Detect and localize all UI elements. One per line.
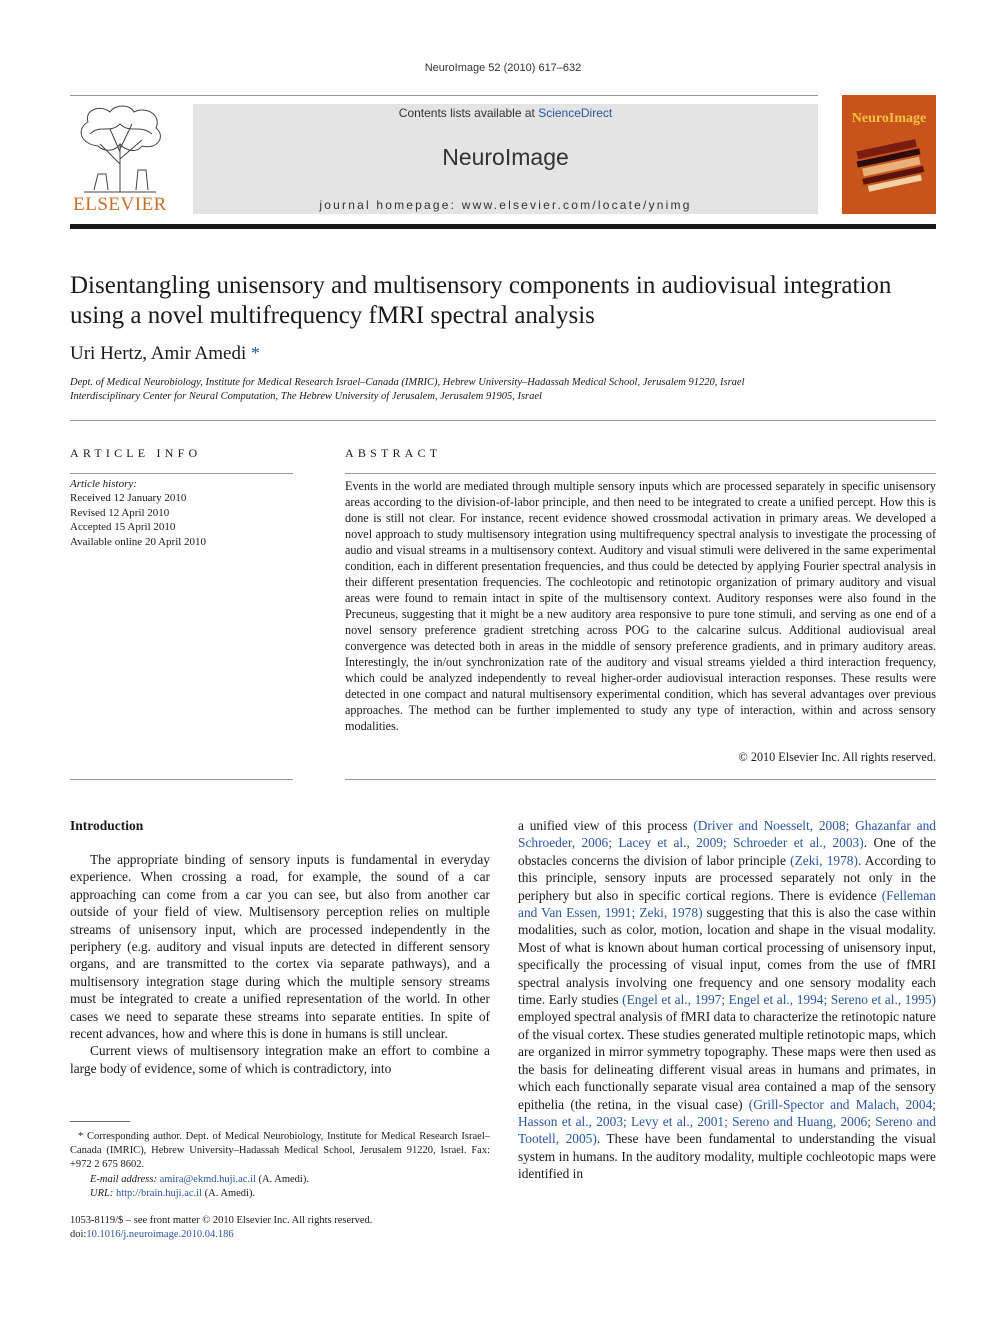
url-label: URL: xyxy=(90,1187,116,1199)
email-suffix: (A. Amedi). xyxy=(255,1173,309,1185)
title-line-2: using a novel multifrequency fMRI spectral analysis xyxy=(70,302,595,329)
affiliation-1: Dept. of Medical Neurobiology, Institute for Medical Research Israel–Canada (IMRIC), Hebrew University–Hadassah Medical School, Jerusalem 91220, Israel xyxy=(70,377,745,388)
text-run: . These have been fundamental to understanding the visual system in humans. In the auditory modality, multiple cochleotopic maps were identified in xyxy=(518,1131,936,1182)
affiliation-2: Interdisciplinary Center for Neural Computation, The Hebrew University of Jerusalem, Jerusalem 91905, Israel xyxy=(70,391,542,402)
affiliation-divider xyxy=(70,420,936,421)
authors-names: Uri Hertz, Amir Amedi xyxy=(70,343,247,364)
cover-title: NeuroImage xyxy=(851,111,927,126)
citation-link-3[interactable]: (Felleman and Van Essen, 1991; Zeki, 1978) xyxy=(518,887,936,921)
date-online: Available online 20 April 2010 xyxy=(70,535,207,548)
doi-label: doi: xyxy=(70,1229,87,1241)
introduction-heading: Introduction xyxy=(70,818,144,833)
author-list xyxy=(70,343,260,365)
citation-link-1[interactable]: (Driver and Noesselt, 2008; Ghazanfar and Schroeder, 2006; Lacey et al., 2009; Schroeder et al., 2003) xyxy=(518,818,936,851)
header-top-rule xyxy=(70,95,818,96)
email-label: E-mail address: xyxy=(90,1173,160,1185)
issn-line: 1053-8119/$ – see front matter © 2010 Elsevier Inc. All rights reserved. xyxy=(70,1215,373,1226)
title-line-1: Disentangling unisensory and multisensory components in audiovisual integration xyxy=(70,272,892,299)
citation-link-4[interactable]: (Engel et al., 1997; Engel et al., 1994; Sereno et al., 1995) xyxy=(622,992,936,1008)
email-link[interactable]: amira@ekmd.huji.ac.il xyxy=(159,1173,256,1185)
corresponding-author-mark[interactable]: * xyxy=(251,343,260,363)
text-run: . According to this principle, sensory inputs are processed separately not only in the periphery but also in specific cortical regions. There is evidence xyxy=(518,852,936,903)
right-column xyxy=(518,817,936,1183)
url-link[interactable]: http://brain.huji.ac.il xyxy=(115,1187,202,1199)
journal-cover-image xyxy=(842,95,936,214)
abstract-copyright: © 2010 Elsevier Inc. All rights reserved. xyxy=(738,750,936,764)
abstract-text: Events in the world are mediated through multiple sensory inputs which are processed separately in specific unisensory areas according to the division-of-labor principle, and then need to be integrated to create a unified percept. How this is done is still not clear. For instance, recent evidence showed crossmodal activation in primary areas. We developed a novel approach to study multisensory integration using multifrequency spectral analysis to investigate the processing of audio and visual streams in a multisensory context. Auditory and visual stimuli were delivered in the same experimental condition, each in different presentation frequencies, and thus could be detected by applying Fourier spectral analysis in their different presentation frequencies. The cochleotopic and retinotopic organization of primary auditory and visual areas were found to remain intact in spite of the multisensory context. Auditory responses were also found in the Precuneus, suggesting that it might be a new auditory area responsive to pure tone stimuli, and serving as one end of a novel sensory preference gradient stretching across POG to the calcarine sulcus. Additional audiovisual areal convergence was detected both in areas in the middle of sensory preference gradients, and in primary auditory areas. Interestingly, the in/out synchronization rate of the auditory and visual streams yielded a third interaction frequency, which could be analyzed independently to reveal higher-order audiovisual interaction responses. These results were detected in one compact and natural multisensory experimental condition, which has several advantages over previous approaches. The method can be further implemented to study any type of interaction, within and across sensory modalities. xyxy=(345,479,936,733)
date-revised: Revised 12 April 2010 xyxy=(70,506,170,519)
corresponding-note xyxy=(70,1130,490,1173)
intro-paragraph-1: The appropriate binding of sensory inputs is fundamental in everyday experience. When crossing a road, for example, the sound of a car approaching can come from a car you can see, but also from another car outside of your field of view. Multisensory perception relies on multiple streams of unisensory input, which are processed independently in the periphery (e.g. auditory and visual inputs are detected in different sensory organs, and are transmitted to the cortex via separate pathways), and a multisensory integration stage during which the multiple sensory streams must be integrated to create a unified representation of the world. In other cases we need to separate these streams into separate entities. In spite of recent advances, how and where this is done in humans is still unclear. xyxy=(70,852,490,1042)
article-history xyxy=(70,477,295,549)
text-run: a unified view of this process xyxy=(518,818,694,833)
article-title xyxy=(70,271,940,331)
journal-citation: NeuroImage 52 (2010) 617–632 xyxy=(424,62,582,74)
article-info-rule xyxy=(70,473,293,474)
right-column-paragraph xyxy=(518,817,936,1183)
doi-link[interactable]: 10.1016/j.neuroimage.2010.04.186 xyxy=(86,1229,234,1241)
email-line xyxy=(70,1173,490,1187)
elsevier-wordmark: ELSEVIER xyxy=(73,194,167,215)
text-run: employed spectral analysis of fMRI data to characterize the retinotopic nature of the visual cortex. These studies generated multiple retinotopic maps, which are organized in mirror symmetry topography. These maps were then used as the basis for delineating different visual areas in humans and primates, in which each functionally separate visual area contained a map of the sensory epithelia (the retina, in the visual case) xyxy=(518,1009,936,1112)
article-info-heading: ARTICLE INFO xyxy=(70,446,202,460)
journal-homepage[interactable]: journal homepage: www.elsevier.com/locate/ynimg xyxy=(319,198,692,212)
url-suffix: (A. Amedi). xyxy=(202,1187,256,1199)
text-run: . One of the obstacles concerns the division of labor principle xyxy=(518,835,937,868)
elsevier-tree-icon xyxy=(70,104,170,194)
sciencedirect-link[interactable]: ScienceDirect xyxy=(538,106,613,120)
front-matter-info xyxy=(70,1214,372,1242)
abstract-heading: ABSTRACT xyxy=(345,446,442,460)
cover-brain-graphic-icon xyxy=(842,95,936,214)
citation-link-2[interactable]: (Zeki, 1978) xyxy=(790,852,858,868)
contents-line xyxy=(193,106,818,120)
journal-name: NeuroImage xyxy=(442,144,569,170)
date-accepted: Accepted 15 April 2010 xyxy=(70,521,176,534)
footnote-rule xyxy=(70,1121,130,1122)
abstract-rule xyxy=(345,473,936,474)
journal-banner xyxy=(193,104,818,214)
left-column xyxy=(70,851,490,1077)
corresponding-text: Corresponding author. Dept. of Medical Neurobiology, Institute for Medical Research Israel–Canada (IMRIC), Hebrew University–Hadassah Medical School, Jerusalem 91220, Israel. Fax: +972 2 675 8602. xyxy=(70,1131,490,1171)
date-received: Received 12 January 2010 xyxy=(70,492,187,505)
intro-paragraph-2: Current views of multisensory integration make an effort to combine a large body of evidence, some of which is contradictory, into xyxy=(70,1043,490,1076)
contents-prefix: Contents lists available at xyxy=(398,106,539,120)
doi-line xyxy=(70,1228,372,1242)
elsevier-logo xyxy=(70,104,170,216)
article-info-bottom-rule xyxy=(70,779,293,780)
text-run: suggesting that this is also the case within modalities, such as color, motion, location and shape in the visual modality. Most of what is known about human cortical processing of unisensory input, specifically the processing of visual input, comes from the use of fMRI spectral analysis involving one frequency and one sensory modality each time. Early studies xyxy=(518,905,936,1008)
abstract-bottom-rule xyxy=(345,779,936,780)
footnote-mark: * xyxy=(78,1131,84,1142)
footnote xyxy=(70,1130,490,1201)
url-line xyxy=(70,1187,490,1201)
history-label: Article history: xyxy=(70,478,137,490)
citation-link-5[interactable]: (Grill-Spector and Malach, 2004; Hasson et al., 2003; Levy et al., 2001; Sereno and Huang, 2006; Sereno and Tootell, 2005) xyxy=(518,1096,936,1147)
header-divider xyxy=(70,224,936,229)
